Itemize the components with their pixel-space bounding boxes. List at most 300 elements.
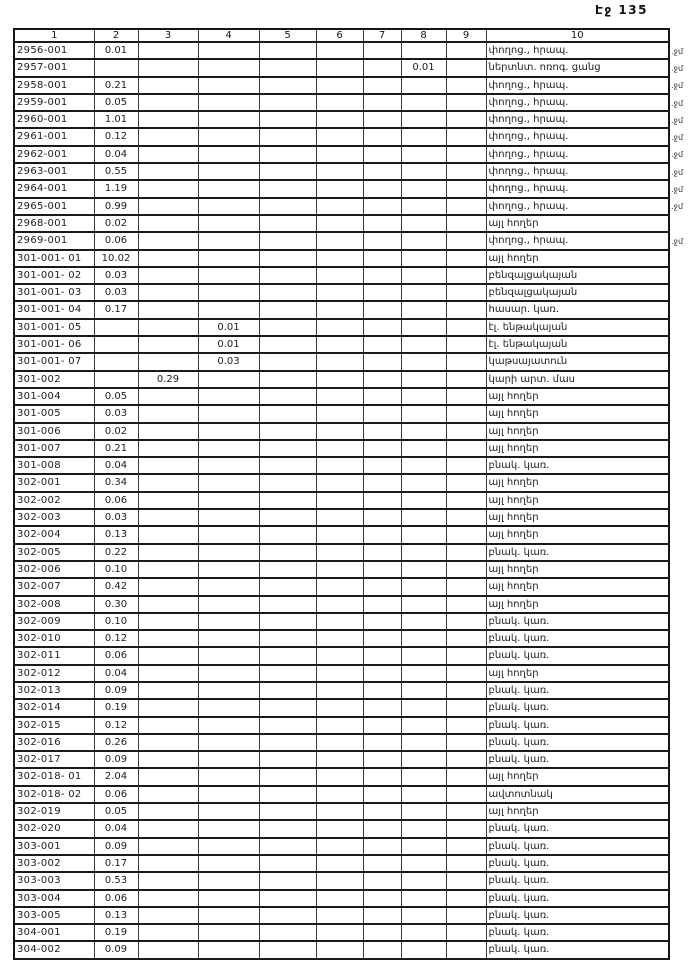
table-row — [14, 319, 669, 336]
cell-col2: 1.01 — [94, 111, 138, 128]
cell-col3 — [138, 492, 198, 509]
cell-col5 — [259, 319, 316, 336]
cell-col8 — [401, 509, 446, 526]
cell-col5 — [259, 77, 316, 94]
table-row — [14, 665, 669, 682]
cell-col3 — [138, 803, 198, 820]
cell-col8 — [401, 786, 446, 803]
cell-col9 — [446, 284, 486, 301]
cell-col4 — [198, 803, 259, 820]
cell-col9 — [446, 717, 486, 734]
cell-col4 — [198, 596, 259, 613]
cell-col8 — [401, 128, 446, 145]
cell-col6 — [316, 440, 363, 457]
cell-col3 — [138, 613, 198, 630]
cell-col10: այլ հողեր — [486, 768, 669, 785]
cell-col4: 0.01 — [198, 319, 259, 336]
cell-col10: այլ հողեր — [486, 492, 669, 509]
cell-col3 — [138, 768, 198, 785]
cell-col3 — [138, 699, 198, 716]
cell-col8 — [401, 146, 446, 163]
cell-col7 — [363, 838, 401, 855]
cell-col5 — [259, 561, 316, 578]
cell-col4 — [198, 717, 259, 734]
cell-col5 — [259, 146, 316, 163]
cell-col6 — [316, 647, 363, 664]
cell-col7 — [363, 371, 401, 388]
cell-col7 — [363, 284, 401, 301]
cell-col10: այլ հողեր — [486, 423, 669, 440]
cell-col4 — [198, 509, 259, 526]
cell-col10: բնակ. կառ. — [486, 699, 669, 716]
cell-col5 — [259, 717, 316, 734]
cell-col7 — [363, 578, 401, 595]
cell-col2: 0.09 — [94, 941, 138, 958]
cell-col7 — [363, 699, 401, 716]
cell-col4 — [198, 128, 259, 145]
cell-col9 — [446, 665, 486, 682]
cell-col7 — [363, 717, 401, 734]
cell-col3 — [138, 838, 198, 855]
cell-col2: 0.03 — [94, 509, 138, 526]
cell-col6 — [316, 319, 363, 336]
cell-col9 — [446, 734, 486, 751]
cell-col3 — [138, 128, 198, 145]
cell-col6 — [316, 682, 363, 699]
cell-col4 — [198, 838, 259, 855]
cell-col6 — [316, 77, 363, 94]
cell-col8 — [401, 250, 446, 267]
cell-col9 — [446, 630, 486, 647]
cell-col1: 301-005 — [14, 405, 94, 422]
cell-col3 — [138, 924, 198, 941]
table-row — [14, 180, 669, 197]
cell-col4 — [198, 561, 259, 578]
table-row — [14, 838, 669, 855]
cell-col10: այլ հողեր — [486, 250, 669, 267]
cell-col8 — [401, 734, 446, 751]
table-row — [14, 526, 669, 543]
table-row — [14, 284, 669, 301]
cell-col10: ավտոտնակ — [486, 786, 669, 803]
cell-col10: բնակ. կառ. — [486, 647, 669, 664]
cell-col4 — [198, 544, 259, 561]
cell-col8 — [401, 647, 446, 664]
cell-col2: 0.09 — [94, 751, 138, 768]
table-row — [14, 388, 669, 405]
cell-col1: 301-001- 04 — [14, 301, 94, 318]
cell-col4 — [198, 924, 259, 941]
cell-col5 — [259, 734, 316, 751]
cell-col5 — [259, 215, 316, 232]
cell-col10: այլ հողեր — [486, 215, 669, 232]
cell-col8 — [401, 682, 446, 699]
cell-col7 — [363, 941, 401, 958]
cell-col2: 0.26 — [94, 734, 138, 751]
cell-col8 — [401, 474, 446, 491]
cell-col5 — [259, 371, 316, 388]
table-row — [14, 596, 669, 613]
cell-col4 — [198, 492, 259, 509]
cell-col3 — [138, 111, 198, 128]
cell-col9 — [446, 198, 486, 215]
cell-col9 — [446, 232, 486, 249]
cell-col9 — [446, 215, 486, 232]
cell-col1: 2963-001 — [14, 163, 94, 180]
cell-col9 — [446, 838, 486, 855]
table-row — [14, 59, 669, 76]
cell-col10: փողոց., հրապ. — [486, 128, 669, 145]
table-row — [14, 924, 669, 941]
table-row — [14, 699, 669, 716]
cell-col10: բնակ. կառ. — [486, 924, 669, 941]
cell-col1: 2957-001 — [14, 59, 94, 76]
cell-col9 — [446, 682, 486, 699]
table-row — [14, 215, 669, 232]
cell-col1: 303-004 — [14, 890, 94, 907]
cell-col7 — [363, 768, 401, 785]
cell-col4 — [198, 613, 259, 630]
cell-col3 — [138, 232, 198, 249]
table-row — [14, 198, 669, 215]
cell-col6 — [316, 717, 363, 734]
cell-col10: այլ հողեր — [486, 596, 669, 613]
column-header-1: 1 — [14, 29, 94, 42]
cell-col2: 0.06 — [94, 786, 138, 803]
column-header-3: 3 — [138, 29, 198, 42]
cell-col3 — [138, 94, 198, 111]
cell-col6 — [316, 699, 363, 716]
table-body — [14, 42, 669, 959]
cell-col10: այլ հողեր — [486, 578, 669, 595]
cell-col1: 302-018- 02 — [14, 786, 94, 803]
cell-col7 — [363, 647, 401, 664]
cell-col10: բնակ. կառ. — [486, 734, 669, 751]
cell-col8 — [401, 492, 446, 509]
cell-col9 — [446, 924, 486, 941]
cell-col10: կարի արտ. մաս — [486, 371, 669, 388]
cell-col2: 0.01 — [94, 42, 138, 59]
cell-col9 — [446, 768, 486, 785]
table-row — [14, 786, 669, 803]
cell-col8 — [401, 163, 446, 180]
cell-col5 — [259, 198, 316, 215]
cell-col1: 302-009 — [14, 613, 94, 630]
cell-col6 — [316, 578, 363, 595]
cell-col1: 2959-001 — [14, 94, 94, 111]
cell-col8 — [401, 596, 446, 613]
cell-col5 — [259, 647, 316, 664]
cell-col10: այլ հողեր — [486, 665, 669, 682]
table-row — [14, 630, 669, 647]
cell-col4: 0.01 — [198, 336, 259, 353]
cell-col4 — [198, 146, 259, 163]
cell-col4 — [198, 734, 259, 751]
table-row — [14, 561, 669, 578]
cell-col6 — [316, 405, 363, 422]
cell-col9 — [446, 872, 486, 889]
cell-col2: 0.02 — [94, 423, 138, 440]
table-row — [14, 872, 669, 889]
cell-col10: փողոց., հրապ. — [486, 146, 669, 163]
cell-col6 — [316, 768, 363, 785]
cell-col10: այլ հողեր — [486, 509, 669, 526]
cell-col7 — [363, 336, 401, 353]
cell-col9 — [446, 613, 486, 630]
margin-note-fragment: .ջմ — [671, 236, 684, 246]
cell-col1: 302-014 — [14, 699, 94, 716]
cell-col4 — [198, 388, 259, 405]
cell-col4 — [198, 665, 259, 682]
cell-col2: 0.04 — [94, 820, 138, 837]
cell-col7 — [363, 820, 401, 837]
cell-col1: 303-001 — [14, 838, 94, 855]
cell-col2: 0.53 — [94, 872, 138, 889]
cell-col1: 2958-001 — [14, 77, 94, 94]
cell-col1: 2961-001 — [14, 128, 94, 145]
cell-col2: 0.05 — [94, 388, 138, 405]
cell-col3 — [138, 561, 198, 578]
cell-col5 — [259, 941, 316, 958]
column-header-10: 10 — [486, 29, 669, 42]
cell-col4 — [198, 526, 259, 543]
cell-col3 — [138, 250, 198, 267]
cell-col7 — [363, 215, 401, 232]
cell-col4 — [198, 42, 259, 59]
cell-col6 — [316, 855, 363, 872]
cell-col4 — [198, 59, 259, 76]
cell-col4 — [198, 474, 259, 491]
cell-col3 — [138, 509, 198, 526]
cell-col2: 0.55 — [94, 163, 138, 180]
cell-col5 — [259, 59, 316, 76]
cell-col3 — [138, 665, 198, 682]
cell-col4 — [198, 820, 259, 837]
cell-col8 — [401, 751, 446, 768]
cell-col2: 0.06 — [94, 647, 138, 664]
cell-col10: բնակ. կառ. — [486, 838, 669, 855]
cell-col4 — [198, 111, 259, 128]
cell-col1: 2962-001 — [14, 146, 94, 163]
table-row — [14, 353, 669, 370]
cell-col5 — [259, 457, 316, 474]
cell-col9 — [446, 301, 486, 318]
cell-col3 — [138, 630, 198, 647]
cell-col1: 304-002 — [14, 941, 94, 958]
cell-col10: էլ. ենթակայան — [486, 336, 669, 353]
cell-col5 — [259, 388, 316, 405]
cell-col1: 302-011 — [14, 647, 94, 664]
cell-col4 — [198, 250, 259, 267]
cell-col7 — [363, 388, 401, 405]
cell-col6 — [316, 474, 363, 491]
table-row — [14, 751, 669, 768]
cell-col4 — [198, 855, 259, 872]
cell-col3 — [138, 163, 198, 180]
cell-col4 — [198, 647, 259, 664]
cell-col3 — [138, 267, 198, 284]
cell-col4 — [198, 77, 259, 94]
cell-col9 — [446, 336, 486, 353]
cell-col7 — [363, 803, 401, 820]
cell-col10: բնակ. կառ. — [486, 630, 669, 647]
cell-col7 — [363, 457, 401, 474]
cell-col8 — [401, 457, 446, 474]
cell-col6 — [316, 630, 363, 647]
cell-col3 — [138, 751, 198, 768]
cell-col4 — [198, 768, 259, 785]
cell-col3 — [138, 855, 198, 872]
cell-col5 — [259, 924, 316, 941]
margin-note-fragment: .ջմ — [671, 115, 684, 125]
cell-col3 — [138, 457, 198, 474]
cell-col2: 0.06 — [94, 232, 138, 249]
cell-col9 — [446, 128, 486, 145]
cell-col7 — [363, 509, 401, 526]
table-row — [14, 647, 669, 664]
cell-col10: բնակ. կառ. — [486, 890, 669, 907]
cell-col4 — [198, 215, 259, 232]
cell-col10: էլ. ենթակայան — [486, 319, 669, 336]
cell-col10: բնակ. կառ. — [486, 907, 669, 924]
cell-col1: 303-002 — [14, 855, 94, 872]
cell-col1: 301-001- 01 — [14, 250, 94, 267]
cell-col9 — [446, 890, 486, 907]
cell-col7 — [363, 440, 401, 457]
cell-col7 — [363, 59, 401, 76]
cell-col3 — [138, 890, 198, 907]
cell-col4 — [198, 423, 259, 440]
cell-col4 — [198, 198, 259, 215]
cell-col5 — [259, 855, 316, 872]
cell-col7 — [363, 544, 401, 561]
cell-col1: 301-001- 05 — [14, 319, 94, 336]
table-row — [14, 509, 669, 526]
cell-col7 — [363, 163, 401, 180]
cell-col1: 2969-001 — [14, 232, 94, 249]
cell-col9 — [446, 94, 486, 111]
cell-col7 — [363, 492, 401, 509]
cell-col2: 0.19 — [94, 924, 138, 941]
cell-col2: 0.12 — [94, 128, 138, 145]
column-header-4: 4 — [198, 29, 259, 42]
cell-col10: հասար. կառ. — [486, 301, 669, 318]
cell-col3 — [138, 907, 198, 924]
cell-col3 — [138, 578, 198, 595]
cell-col6 — [316, 198, 363, 215]
table-row — [14, 94, 669, 111]
cell-col5 — [259, 440, 316, 457]
margin-note-fragment: .ջմ — [671, 63, 684, 73]
cell-col8: 0.01 — [401, 59, 446, 76]
cell-col3 — [138, 353, 198, 370]
cell-col9 — [446, 59, 486, 76]
cell-col6 — [316, 734, 363, 751]
cell-col8 — [401, 665, 446, 682]
cell-col6 — [316, 872, 363, 889]
cell-col9 — [446, 77, 486, 94]
cell-col3 — [138, 440, 198, 457]
table-row — [14, 423, 669, 440]
cell-col9 — [446, 578, 486, 595]
cell-col9 — [446, 405, 486, 422]
cell-col6 — [316, 128, 363, 145]
cell-col6 — [316, 941, 363, 958]
cell-col7 — [363, 924, 401, 941]
cell-col6 — [316, 301, 363, 318]
cell-col1: 302-001 — [14, 474, 94, 491]
table-row — [14, 474, 669, 491]
cell-col10: ներտնտ. ոռոգ. ցանց — [486, 59, 669, 76]
cell-col5 — [259, 768, 316, 785]
margin-note-fragment: .ջմ — [671, 98, 684, 108]
cell-col1: 2960-001 — [14, 111, 94, 128]
cell-col10: այլ հողեր — [486, 526, 669, 543]
cell-col8 — [401, 526, 446, 543]
cell-col7 — [363, 77, 401, 94]
table-row — [14, 336, 669, 353]
cell-col7 — [363, 128, 401, 145]
cell-col5 — [259, 42, 316, 59]
cell-col10: փողոց., հրապ. — [486, 232, 669, 249]
cell-col3: 0.29 — [138, 371, 198, 388]
cell-col9 — [446, 941, 486, 958]
table-row — [14, 544, 669, 561]
table-row — [14, 492, 669, 509]
cell-col6 — [316, 388, 363, 405]
cell-col7 — [363, 146, 401, 163]
cell-col3 — [138, 941, 198, 958]
cell-col8 — [401, 180, 446, 197]
cell-col2: 1.19 — [94, 180, 138, 197]
cell-col1: 302-003 — [14, 509, 94, 526]
cell-col6 — [316, 751, 363, 768]
cell-col9 — [446, 786, 486, 803]
cell-col7 — [363, 890, 401, 907]
cell-col8 — [401, 768, 446, 785]
column-header-5: 5 — [259, 29, 316, 42]
cell-col5 — [259, 578, 316, 595]
cell-col6 — [316, 232, 363, 249]
cell-col6 — [316, 561, 363, 578]
cell-col6 — [316, 820, 363, 837]
cell-col2: 0.12 — [94, 630, 138, 647]
cell-col7 — [363, 198, 401, 215]
cell-col8 — [401, 440, 446, 457]
cell-col6 — [316, 838, 363, 855]
cell-col3 — [138, 734, 198, 751]
cell-col5 — [259, 284, 316, 301]
cell-col7 — [363, 111, 401, 128]
cell-col7 — [363, 596, 401, 613]
table-row — [14, 163, 669, 180]
cell-col6 — [316, 890, 363, 907]
table-row — [14, 146, 669, 163]
table-row — [14, 301, 669, 318]
table-row — [14, 578, 669, 595]
table-row — [14, 457, 669, 474]
cell-col4 — [198, 457, 259, 474]
cell-col9 — [446, 353, 486, 370]
cell-col3 — [138, 544, 198, 561]
cell-col9 — [446, 180, 486, 197]
cell-col6 — [316, 544, 363, 561]
cell-col7 — [363, 180, 401, 197]
margin-note-fragment: .ջմ — [671, 185, 684, 195]
cell-col10: բնակ. կառ. — [486, 751, 669, 768]
margin-note-fragment: .ջմ — [671, 133, 684, 143]
table-row — [14, 734, 669, 751]
